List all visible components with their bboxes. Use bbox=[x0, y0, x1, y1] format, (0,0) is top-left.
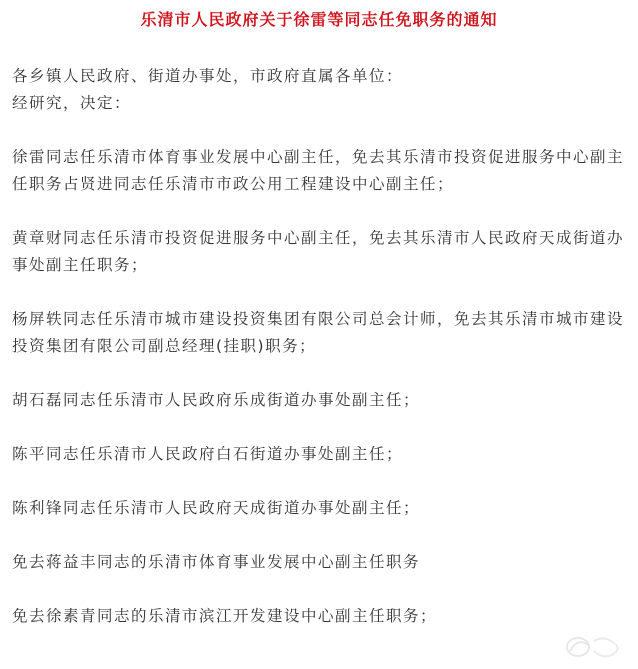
intro-text: 经研究，决定： bbox=[12, 94, 132, 112]
appointment-item: 杨屏轶同志任乐清市城市建设投资集团有限公司总会计师，免去其乐清市城市建设投资集团有限公司副总经理(挂职)职务； bbox=[12, 310, 625, 355]
appointment-item: 免去蒋益丰同志的乐清市体育事业发展中心副主任职务 bbox=[12, 553, 421, 571]
appointment-item: 免去徐素青同志的乐清市滨江开发建设中心副主任职务； bbox=[12, 607, 438, 625]
appointment-item: 胡石磊同志任乐清市人民政府乐成街道办事处副主任； bbox=[12, 391, 421, 409]
watermark-logo-icon bbox=[564, 633, 628, 661]
appointment-item: 陈平同志任乐清市人民政府白石街道办事处副主任； bbox=[12, 445, 404, 463]
appointment-item: 陈利锋同志任乐清市人民政府天成街道办事处副主任； bbox=[12, 499, 421, 517]
document-title: 乐清市人民政府关于徐雷等同志任免职务的通知 bbox=[140, 10, 498, 29]
appointment-item: 徐雷同志任乐清市体育事业发展中心副主任，免去其乐清市投资促进服务中心副主任职务占贤进同志任乐清市市政公用工程建设中心副主任； bbox=[12, 148, 625, 193]
salutation: 各乡镇人民政府、街道办事处，市政府直属各单位： bbox=[12, 67, 404, 85]
appointment-item: 黄章财同志任乐清市投资促进服务中心副主任，免去其乐清市人民政府天成街道办事处副主任职务； bbox=[12, 229, 625, 274]
